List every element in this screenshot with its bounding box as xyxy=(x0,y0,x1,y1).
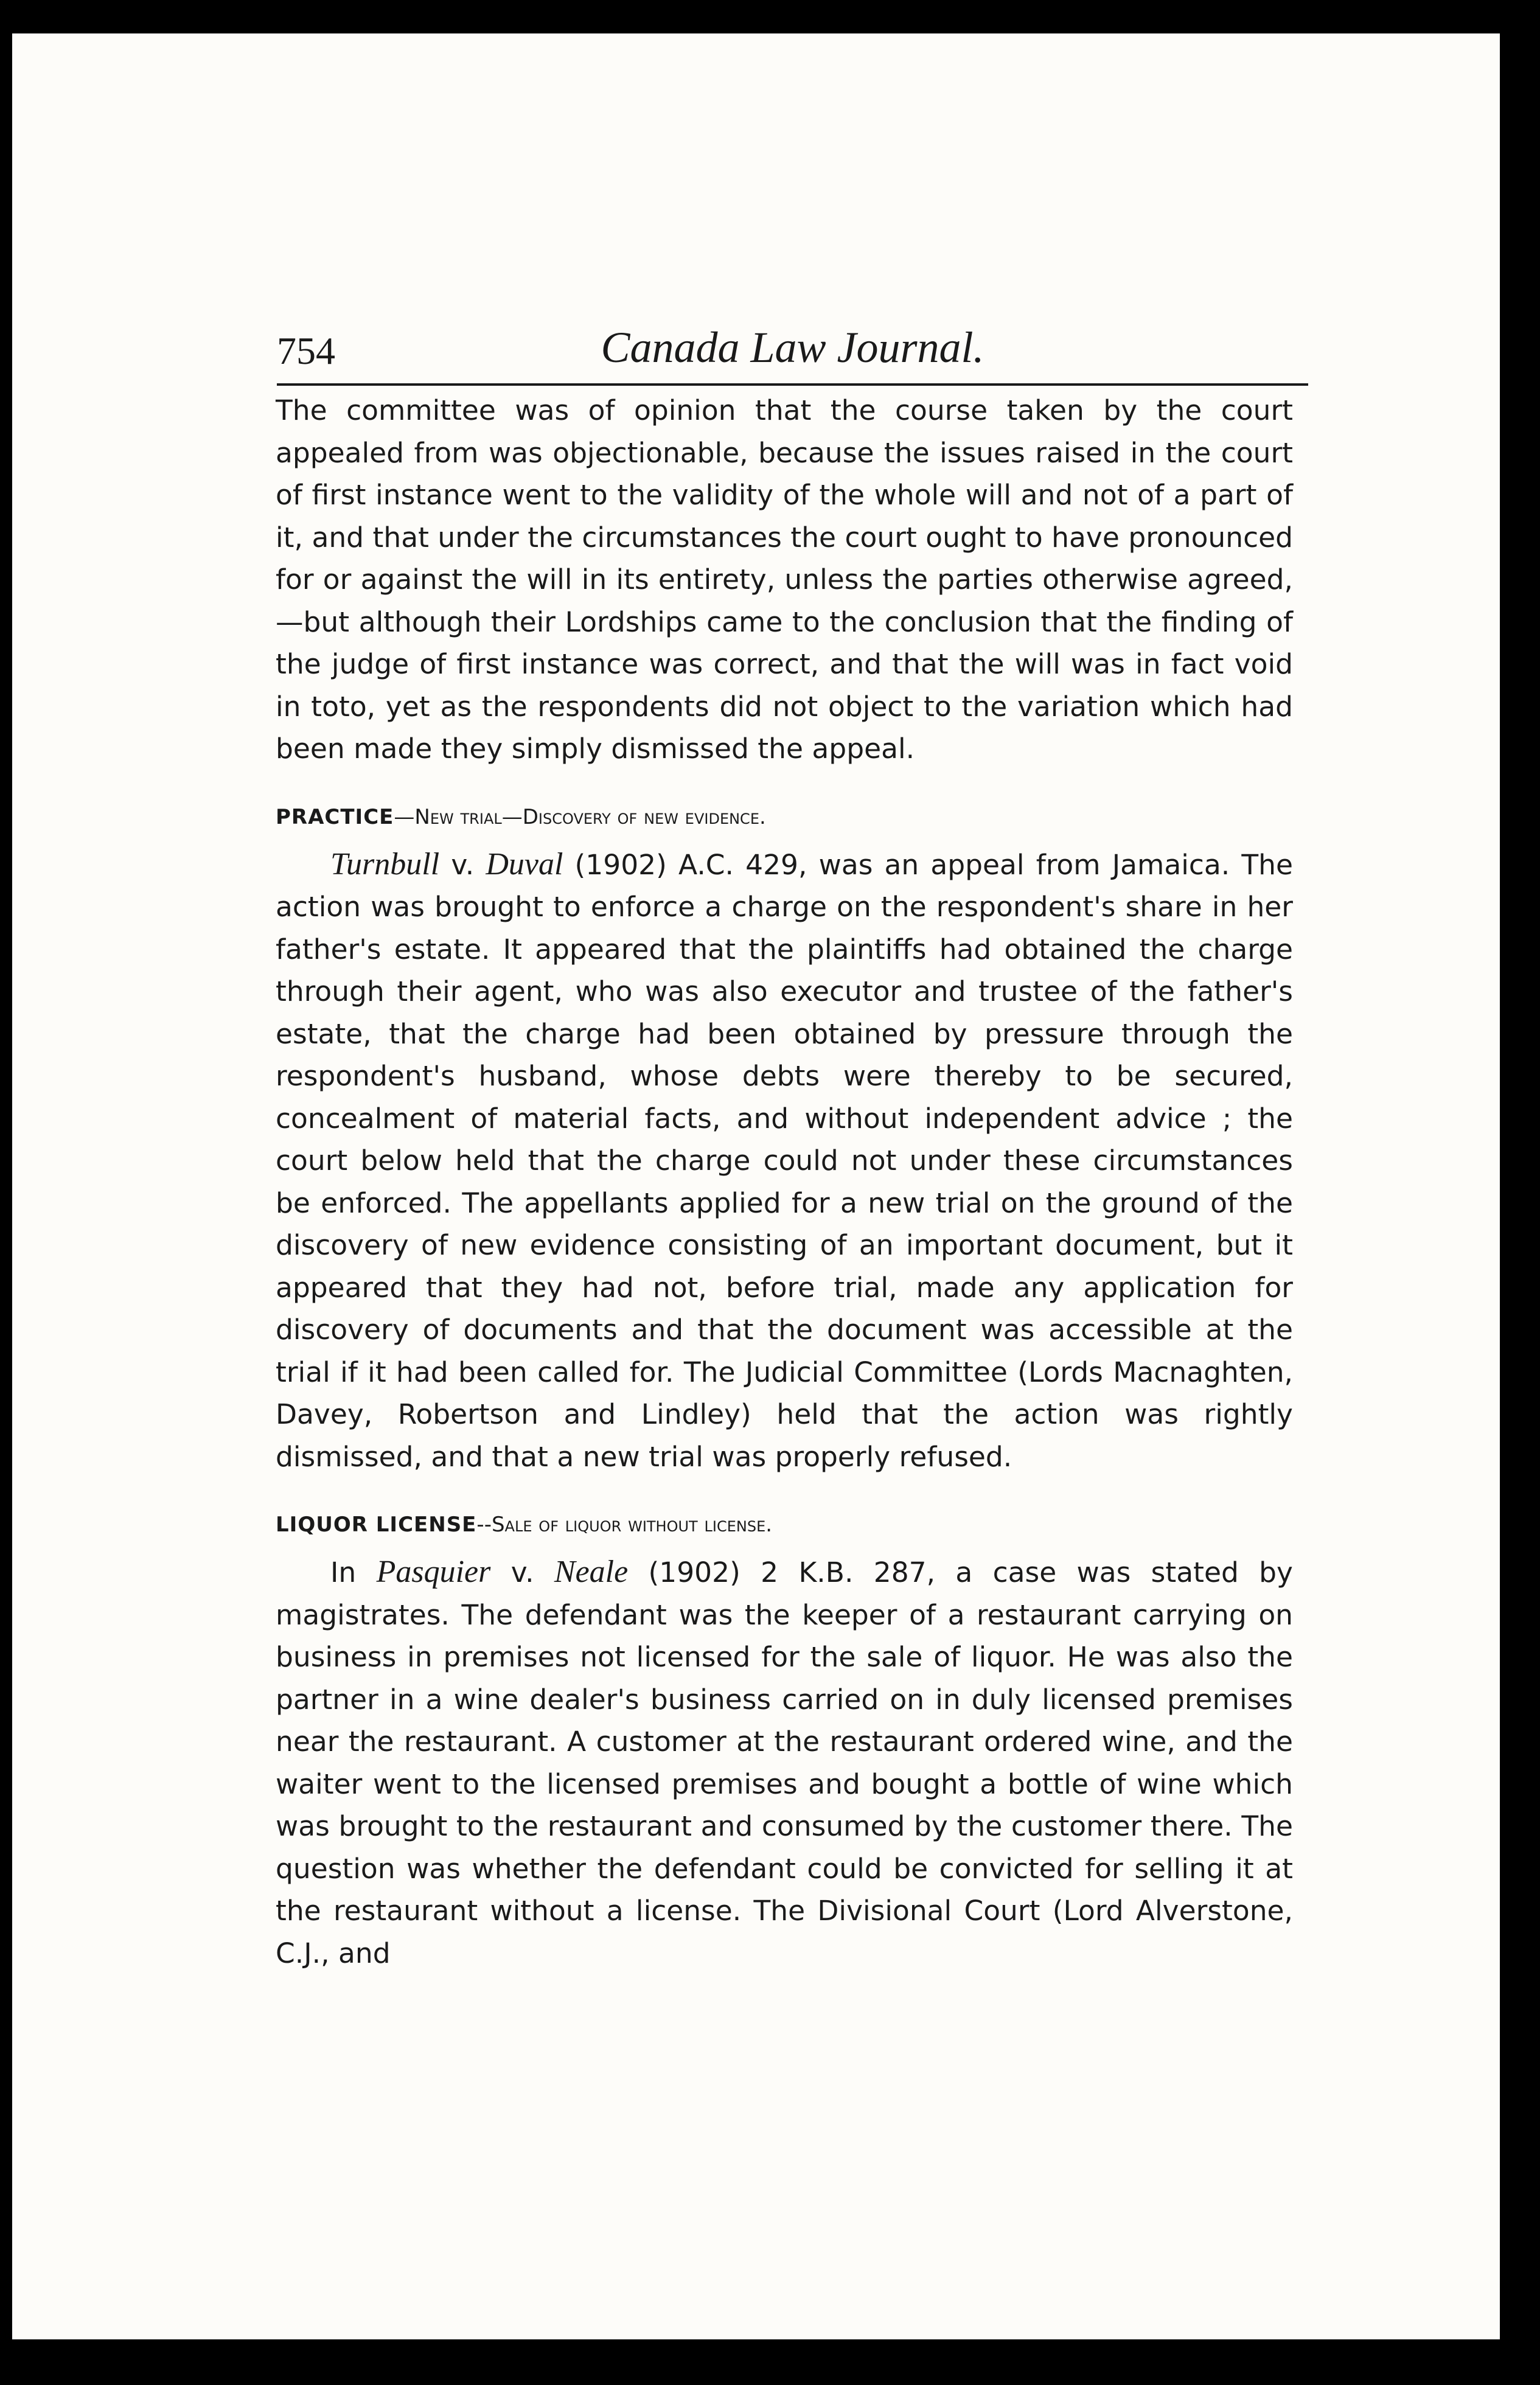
paragraph-lead: In xyxy=(330,1556,377,1589)
paragraph-text: (1902) 2 K.B. 287, a case was stated by magistrates. The defendant was the keeper of a restaurant carrying on business in premises not licensed for the sale of liquor. He was also the partner in a wine dealer's business carried on in duly licensed premises near the restaurant. A customer at the restaurant ordered wine, and the waiter went to the licensed premises and bought a bottle of wine which was brought to the restaurant and consumed by the customer there. The question was whether the defendant could be convicted for selling it at the restaurant without a license. The Divisional Court (Lord Alverstone, C.J., and xyxy=(276,1556,1293,1969)
journal-title: Canada Law Journal. xyxy=(601,323,984,372)
paragraph-committee-opinion: The committee was of opinion that the course taken by the court appealed from was objectionable, because the issues raised in the court of first instance went to the validity of the whole will and not of a part of it, and that under the circumstances the court ought to have pronounced for or against the will in its entirety, unless the parties otherwise agreed,—but although their Lordships came to the conclusion that the finding of the judge of first instance was correct, and that the will was in fact void in toto, yet as the respondents did not object to the variation which had been made they simply dismissed the appeal. xyxy=(276,394,1293,765)
section-heading-practice xyxy=(276,802,1293,832)
case-party: Neale xyxy=(554,1555,629,1589)
paragraph-pasquier-v-neale xyxy=(276,1551,1293,1974)
case-versus: v. xyxy=(490,1556,554,1589)
section-heading-liquor-license xyxy=(276,1509,1293,1540)
running-header xyxy=(277,316,1308,386)
heading-keyword: PRACTICE xyxy=(276,804,394,829)
heading-subtitle: —New trial—Discovery of new evidence. xyxy=(394,804,766,829)
heading-keyword: LIQUOR LICENSE xyxy=(276,1513,477,1537)
article-body xyxy=(276,389,1293,1974)
case-party: Pasquier xyxy=(376,1555,491,1589)
page-number: 754 xyxy=(277,329,335,372)
case-party: Duval xyxy=(486,846,563,882)
paragraph-turnbull-v-duval xyxy=(276,843,1293,1478)
case-party: Turnbull xyxy=(330,846,440,882)
paragraph-text: (1902) A.C. 429, was an appeal from Jamaica. The action was brought to enforce a charge on the respondent's share in her father's estate. It appeared that the plaintiffs had obtained the charge through their agent, who was also executor and trustee of the father's estate, that the charge had been obtained by pressure through the respondent's husband, whose debts were thereby to be secured, concealment of material facts, and without independent advice ; the court below held that the charge could not under these circumstances be enforced. The appellants applied for a new trial on the ground of the discovery of new evidence consisting of an important document, but it appeared that they had not, before trial, made any application for discovery of documents and that the document was accessible at the trial if it had been called for. The Judicial Committee (Lords Macnaghten, Davey, Robertson and Lindley) held that the action was rightly dismissed, and that a new trial was properly refused. xyxy=(276,848,1293,1473)
heading-subtitle: --Sale of liquor without license. xyxy=(476,1513,773,1537)
case-versus: v. xyxy=(439,848,486,881)
